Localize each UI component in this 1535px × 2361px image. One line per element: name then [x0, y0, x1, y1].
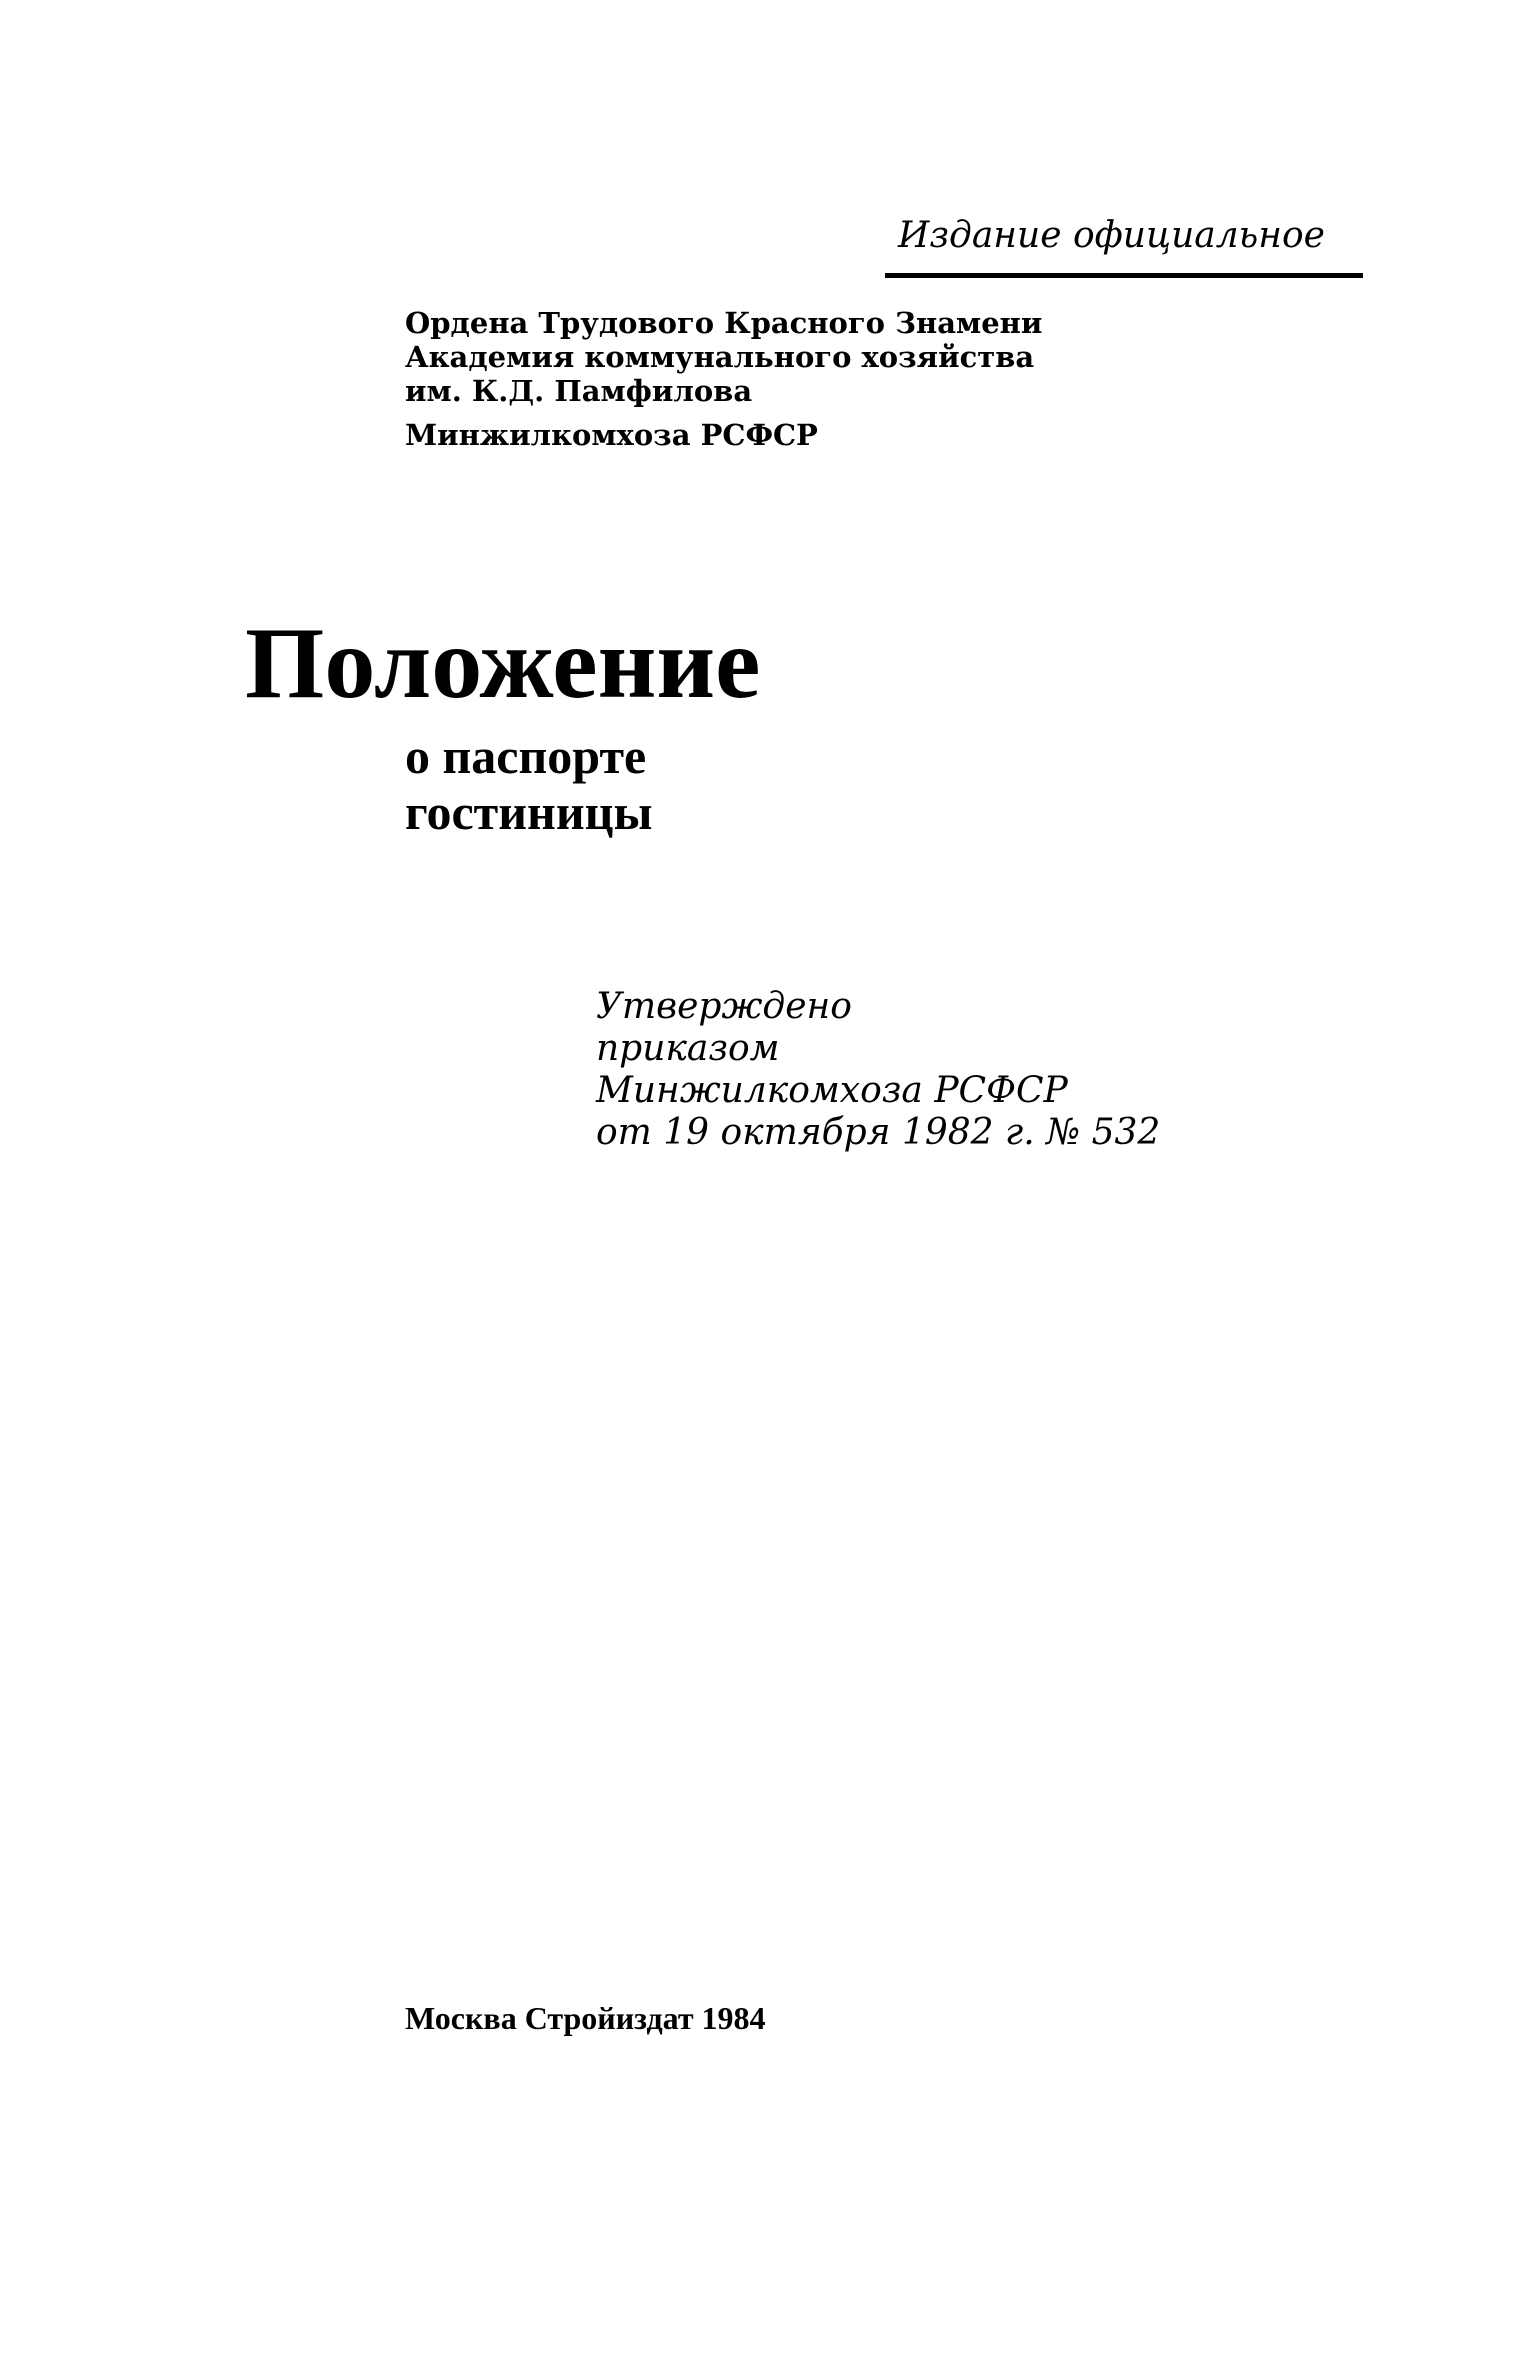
- approval-line: Минжилкомхоза РСФСР: [596, 1070, 1068, 1111]
- approval-line: Утверждено: [596, 986, 852, 1027]
- document-subtitle-line: о паспорте: [405, 728, 647, 784]
- publisher-line: им. К.Д. Памфилова: [405, 374, 753, 408]
- publisher-imprint: Москва Стройиздат 1984: [405, 2000, 766, 2036]
- document-title: Положение: [245, 607, 761, 720]
- document-subtitle: [405, 728, 653, 840]
- edition-underline: [885, 273, 1363, 278]
- publisher-block: [405, 306, 1042, 452]
- approval-line: от 19 октября 1982 г. № 532: [596, 1112, 1161, 1153]
- edition-label: Издание официальное: [898, 215, 1325, 256]
- publisher-ministry: Минжилкомхоза РСФСР: [405, 418, 818, 452]
- approval-line: приказом: [596, 1028, 780, 1069]
- publisher-line: Ордена Трудового Красного Знамени: [405, 306, 1043, 340]
- document-subtitle-line: гостиницы: [405, 784, 653, 840]
- approval-block: [596, 986, 1160, 1154]
- publisher-line: Академия коммунального хозяйства: [405, 340, 1035, 374]
